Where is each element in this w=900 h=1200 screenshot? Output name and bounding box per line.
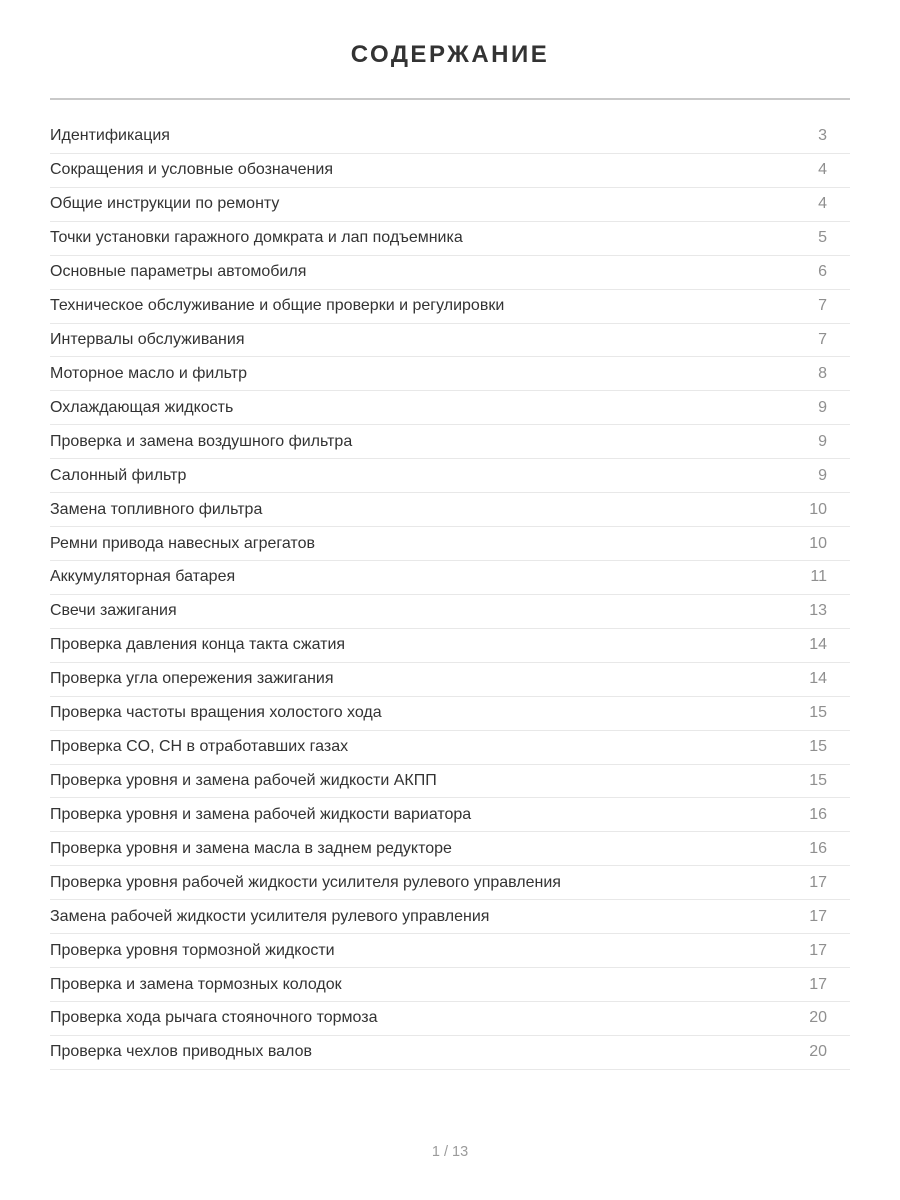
toc-entry-label: Салонный фильтр [50, 466, 187, 484]
toc-row [50, 968, 850, 1002]
toc-row [50, 256, 850, 290]
toc-entry-page: 7 [818, 330, 827, 348]
toc-entry-page: 6 [818, 263, 827, 281]
toc-entry-label: Интервалы обслуживания [50, 330, 245, 348]
toc-entry-page: 15 [809, 771, 827, 789]
toc-row [50, 934, 850, 968]
toc-entry-page: 11 [810, 568, 827, 586]
toc-entry-page: 10 [809, 534, 827, 552]
toc-row [50, 391, 850, 425]
toc-entry-label: Проверка уровня тормозной жидкости [50, 941, 335, 959]
toc-entry-label: Проверка чехлов приводных валов [50, 1043, 312, 1061]
toc-row [50, 357, 850, 391]
toc-entry-page: 17 [809, 907, 827, 925]
toc-entry-page: 9 [818, 466, 827, 484]
page-title: СОДЕРЖАНИЕ [350, 41, 550, 68]
toc-entry-page: 16 [809, 805, 827, 823]
toc-entry-label: Ремни привода навесных агрегатов [50, 534, 315, 552]
toc-entry-page: 9 [818, 432, 827, 450]
toc-entry-page: 5 [818, 229, 827, 247]
toc-entry-label: Замена рабочей жидкости усилителя рулевого управления [50, 907, 490, 925]
toc-entry-label: Проверка уровня и замена рабочей жидкости вариатора [50, 805, 472, 823]
title-divider [50, 98, 850, 100]
toc-entry-label: Свечи зажигания [50, 602, 177, 620]
toc-entry-label: Замена топливного фильтра [50, 500, 263, 518]
page-number-indicator: 1 / 13 [431, 1144, 469, 1160]
toc-row [50, 629, 850, 663]
toc-row [50, 324, 850, 358]
toc-entry-label: Проверка и замена тормозных колодок [50, 975, 342, 993]
toc-entry-page: 3 [818, 127, 827, 145]
toc-entry-page: 20 [809, 1043, 827, 1061]
toc-entry-label: Основные параметры автомобиля [50, 263, 307, 281]
toc-entry-page: 4 [818, 195, 827, 213]
toc-row [50, 222, 850, 256]
toc-entry-label: Проверка угла опережения зажигания [50, 670, 334, 688]
toc-entry-label: Проверка частоты вращения холостого хода [50, 704, 382, 722]
toc-row [50, 663, 850, 697]
toc-entry-label: Проверка давления конца такта сжатия [50, 636, 346, 654]
toc-entry-page: 13 [809, 602, 827, 620]
toc-entry-label: Аккумуляторная батарея [50, 568, 236, 586]
toc-row [50, 900, 850, 934]
toc-row [50, 493, 850, 527]
toc-row [50, 188, 850, 222]
toc-entry-page: 14 [809, 636, 827, 654]
toc-row [50, 154, 850, 188]
toc-entry-page: 14 [809, 670, 827, 688]
toc-entry-page: 7 [818, 297, 827, 315]
toc-row [50, 832, 850, 866]
toc-entry-page: 16 [809, 839, 827, 857]
toc-row [50, 561, 850, 595]
toc-row [50, 1036, 850, 1070]
toc-entry-label: Точки установки гаражного домкрата и лап подъемника [50, 229, 463, 247]
toc-row [50, 459, 850, 493]
toc-entry-page: 10 [809, 500, 827, 518]
toc-row [50, 425, 850, 459]
toc-entry-page: 8 [818, 364, 827, 382]
toc-row [50, 527, 850, 561]
toc-entry-label: Сокращения и условные обозначения [50, 161, 333, 179]
toc-content [50, 0, 850, 1070]
toc-entry-label: Идентификация [50, 127, 170, 145]
toc-entry-page: 4 [818, 161, 827, 179]
toc-row [50, 290, 850, 324]
toc-entry-label: Общие инструкции по ремонту [50, 195, 280, 213]
toc-entry-label: Техническое обслуживание и общие проверки и регулировки [50, 297, 505, 315]
toc-entry-label: Моторное масло и фильтр [50, 364, 247, 382]
toc-entry-label: Проверка и замена воздушного фильтра [50, 432, 353, 450]
toc-entry-label: Проверка CO, CH в отработавших газах [50, 738, 349, 756]
toc-row [50, 866, 850, 900]
toc-list [50, 120, 850, 1070]
toc-entry-label: Проверка уровня и замена масла в заднем редукторе [50, 839, 452, 857]
toc-row [50, 697, 850, 731]
toc-row [50, 595, 850, 629]
toc-entry-label: Проверка уровня и замена рабочей жидкости АКПП [50, 771, 437, 789]
toc-row [50, 1002, 850, 1036]
toc-row [50, 120, 850, 154]
toc-entry-page: 17 [809, 941, 827, 959]
toc-entry-label: Проверка уровня рабочей жидкости усилителя рулевого управления [50, 873, 561, 891]
toc-entry-label: Проверка хода рычага стояночного тормоза [50, 1009, 378, 1027]
toc-entry-page: 15 [809, 738, 827, 756]
toc-entry-page: 20 [809, 1009, 827, 1027]
toc-entry-label: Охлаждающая жидкость [50, 398, 234, 416]
toc-row [50, 731, 850, 765]
toc-entry-page: 15 [809, 704, 827, 722]
toc-entry-page: 9 [818, 398, 827, 416]
toc-entry-page: 17 [809, 873, 827, 891]
toc-row [50, 765, 850, 799]
toc-entry-page: 17 [809, 975, 827, 993]
toc-row [50, 798, 850, 832]
